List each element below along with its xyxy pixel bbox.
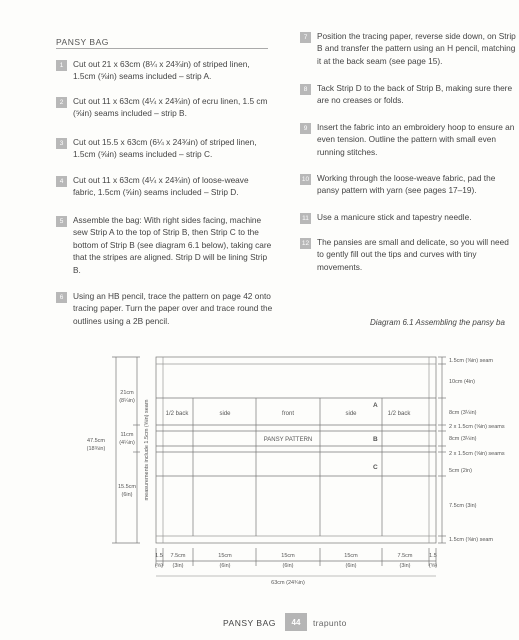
step-text: Assemble the bag: With right sides facing, machine sew Strip A to the top of Strip B, then Strip C to the bottom of Strip B (see diagram 6.1 below), taking care that the stripes are aligned. Strip D will be lining Strip B.	[73, 215, 272, 275]
strip-b-height-cm: 11cm	[120, 432, 134, 438]
step-text: Cut out 21 x 63cm (8¼ x 24¾in) of striped linen, 1.5cm (⅝in) seams included – strip A.	[73, 59, 250, 82]
step-number: 6	[56, 292, 67, 303]
step-text: Cut out 11 x 63cm (4¼ x 24¾in) of loose-weave fabric, 1.5cm (⅝in) seams included – Strip D.	[73, 175, 249, 198]
right-dim-8cm-upper: 8cm (3¼in)	[449, 410, 477, 416]
step-number: 7	[300, 32, 311, 43]
bottom-dim-side-right-cm: 15cm	[344, 553, 358, 559]
diagram-caption: Diagram 6.1 Assembling the pansy ba	[370, 318, 505, 327]
section-label-front: front	[281, 411, 295, 417]
footer-chapter-title: PANSY BAG	[223, 618, 276, 628]
bottom-dim-side-left-cm: 15cm	[218, 553, 232, 559]
step-text: Insert the fabric into an embroidery hoop to ensure an even tension. Outline the pattern with small even running stitches.	[317, 122, 515, 157]
step-text: Cut out 11 x 63cm (4¼ x 24¾in) of ecru linen, 1.5 cm (⅝in) seams included – strip B.	[73, 96, 268, 119]
right-dim-strip-a: 10cm (4in)	[449, 379, 475, 385]
pansy-pattern-label: PANSY PATTERN	[263, 437, 313, 443]
right-dim-bottom-seam: 1.5cm (⅝in) seam	[449, 537, 494, 543]
step-number: 1	[56, 60, 67, 71]
step-number: 11	[300, 213, 311, 224]
step-text: Use a manicure stick and tapestry needle.	[317, 212, 472, 222]
strip-a-height-in: (8¼in)	[119, 398, 135, 404]
bottom-dim-side-left-in: (6in)	[219, 563, 231, 569]
strip-c-label: C	[373, 464, 378, 471]
strip-b-height-in: (4¼in)	[119, 440, 135, 446]
total-width-label: 63cm (24¾in)	[271, 580, 305, 586]
section-label-half-back-left: 1/2 back	[165, 411, 189, 417]
strip-c-height-cm: 15.5cm	[117, 484, 137, 490]
bottom-dim-seam-right-in: (⅝)	[428, 563, 438, 569]
right-dim-seams-lower: 2 x 1.5cm (⅝in) seams	[449, 451, 505, 457]
bottom-dim-seam-left-cm: 1.5	[155, 553, 163, 559]
page-number: 44	[285, 613, 307, 631]
bottom-dim-side-right-in: (6in)	[345, 563, 357, 569]
strip-a-height-cm: 21cm	[120, 390, 134, 396]
bottom-dim-front-cm: 15cm	[281, 553, 295, 559]
bottom-dim-seam-left-in: (⅝)	[154, 563, 164, 569]
step-text: Using an HB pencil, trace the pattern on page 42 onto tracing paper. Turn the paper over and trace round the outlines using a 2B pencil.	[73, 291, 273, 326]
step-number: 2	[56, 97, 67, 108]
bag-panel-outline	[156, 357, 436, 543]
step-number: 3	[56, 138, 67, 149]
step-number: 12	[301, 240, 310, 247]
section-label-half-back-right: 1/2 back	[387, 411, 411, 417]
step-text: Position the tracing paper, reverse side down, on Strip B and transfer the pattern using an H pencil, matching it at the back seam (see page 15).	[317, 31, 516, 66]
strip-a-label: A	[373, 402, 378, 409]
step-text: Working through the loose-weave fabric, pad the pansy pattern with yarn (see pages 17–19).	[317, 173, 496, 196]
step-number: 5	[56, 216, 67, 227]
bottom-dim-half-back-right-in: (3in)	[399, 563, 411, 569]
step-number: 8	[300, 84, 311, 95]
measurements-note: measurements include 1.5cm (⅝in) seam	[144, 399, 150, 501]
total-height-in: (18¾in)	[86, 446, 106, 452]
step-number: 9	[300, 123, 311, 134]
step-text: The pansies are small and delicate, so you will need to gently fill out the tips and curves with tiny movements.	[317, 237, 509, 272]
right-dim-seams-upper: 2 x 1.5cm (⅝in) seams	[449, 424, 505, 430]
bottom-dim-half-back-left-cm: 7.5cm	[170, 553, 186, 559]
bottom-dim-seam-right-cm: 1.5	[429, 553, 437, 559]
right-dim-8cm-lower: 8cm (3¼in)	[449, 436, 477, 442]
step-number: 10	[301, 176, 310, 183]
right-dim-top-seam: 1.5cm (⅝in) seam	[449, 358, 494, 364]
bottom-dim-half-back-left-in: (3in)	[172, 563, 184, 569]
section-label-side-left: side	[219, 411, 231, 417]
right-dim-7-5cm: 7.5cm (3in)	[449, 503, 477, 509]
right-dim-5cm: 5cm (2in)	[449, 468, 472, 474]
bottom-dim-half-back-right-cm: 7.5cm	[397, 553, 413, 559]
step-text: Tack Strip D to the back of Strip B, making sure there are no creases or folds.	[317, 83, 513, 106]
footer-section-name: trapunto	[313, 618, 347, 628]
bottom-dim-front-in: (6in)	[282, 563, 294, 569]
strip-b-label: B	[373, 436, 378, 443]
section-label-side-right: side	[345, 411, 357, 417]
strip-c-height-in: (6in)	[121, 492, 133, 498]
step-number: 4	[56, 176, 67, 187]
total-height-cm: 47.5cm	[86, 438, 106, 444]
step-text: Cut out 15.5 x 63cm (6¼ x 24¾in) of striped linen, 1.5cm (⅝in) seams included – strip C.	[73, 137, 257, 160]
page-title: PANSY BAG	[56, 37, 109, 47]
